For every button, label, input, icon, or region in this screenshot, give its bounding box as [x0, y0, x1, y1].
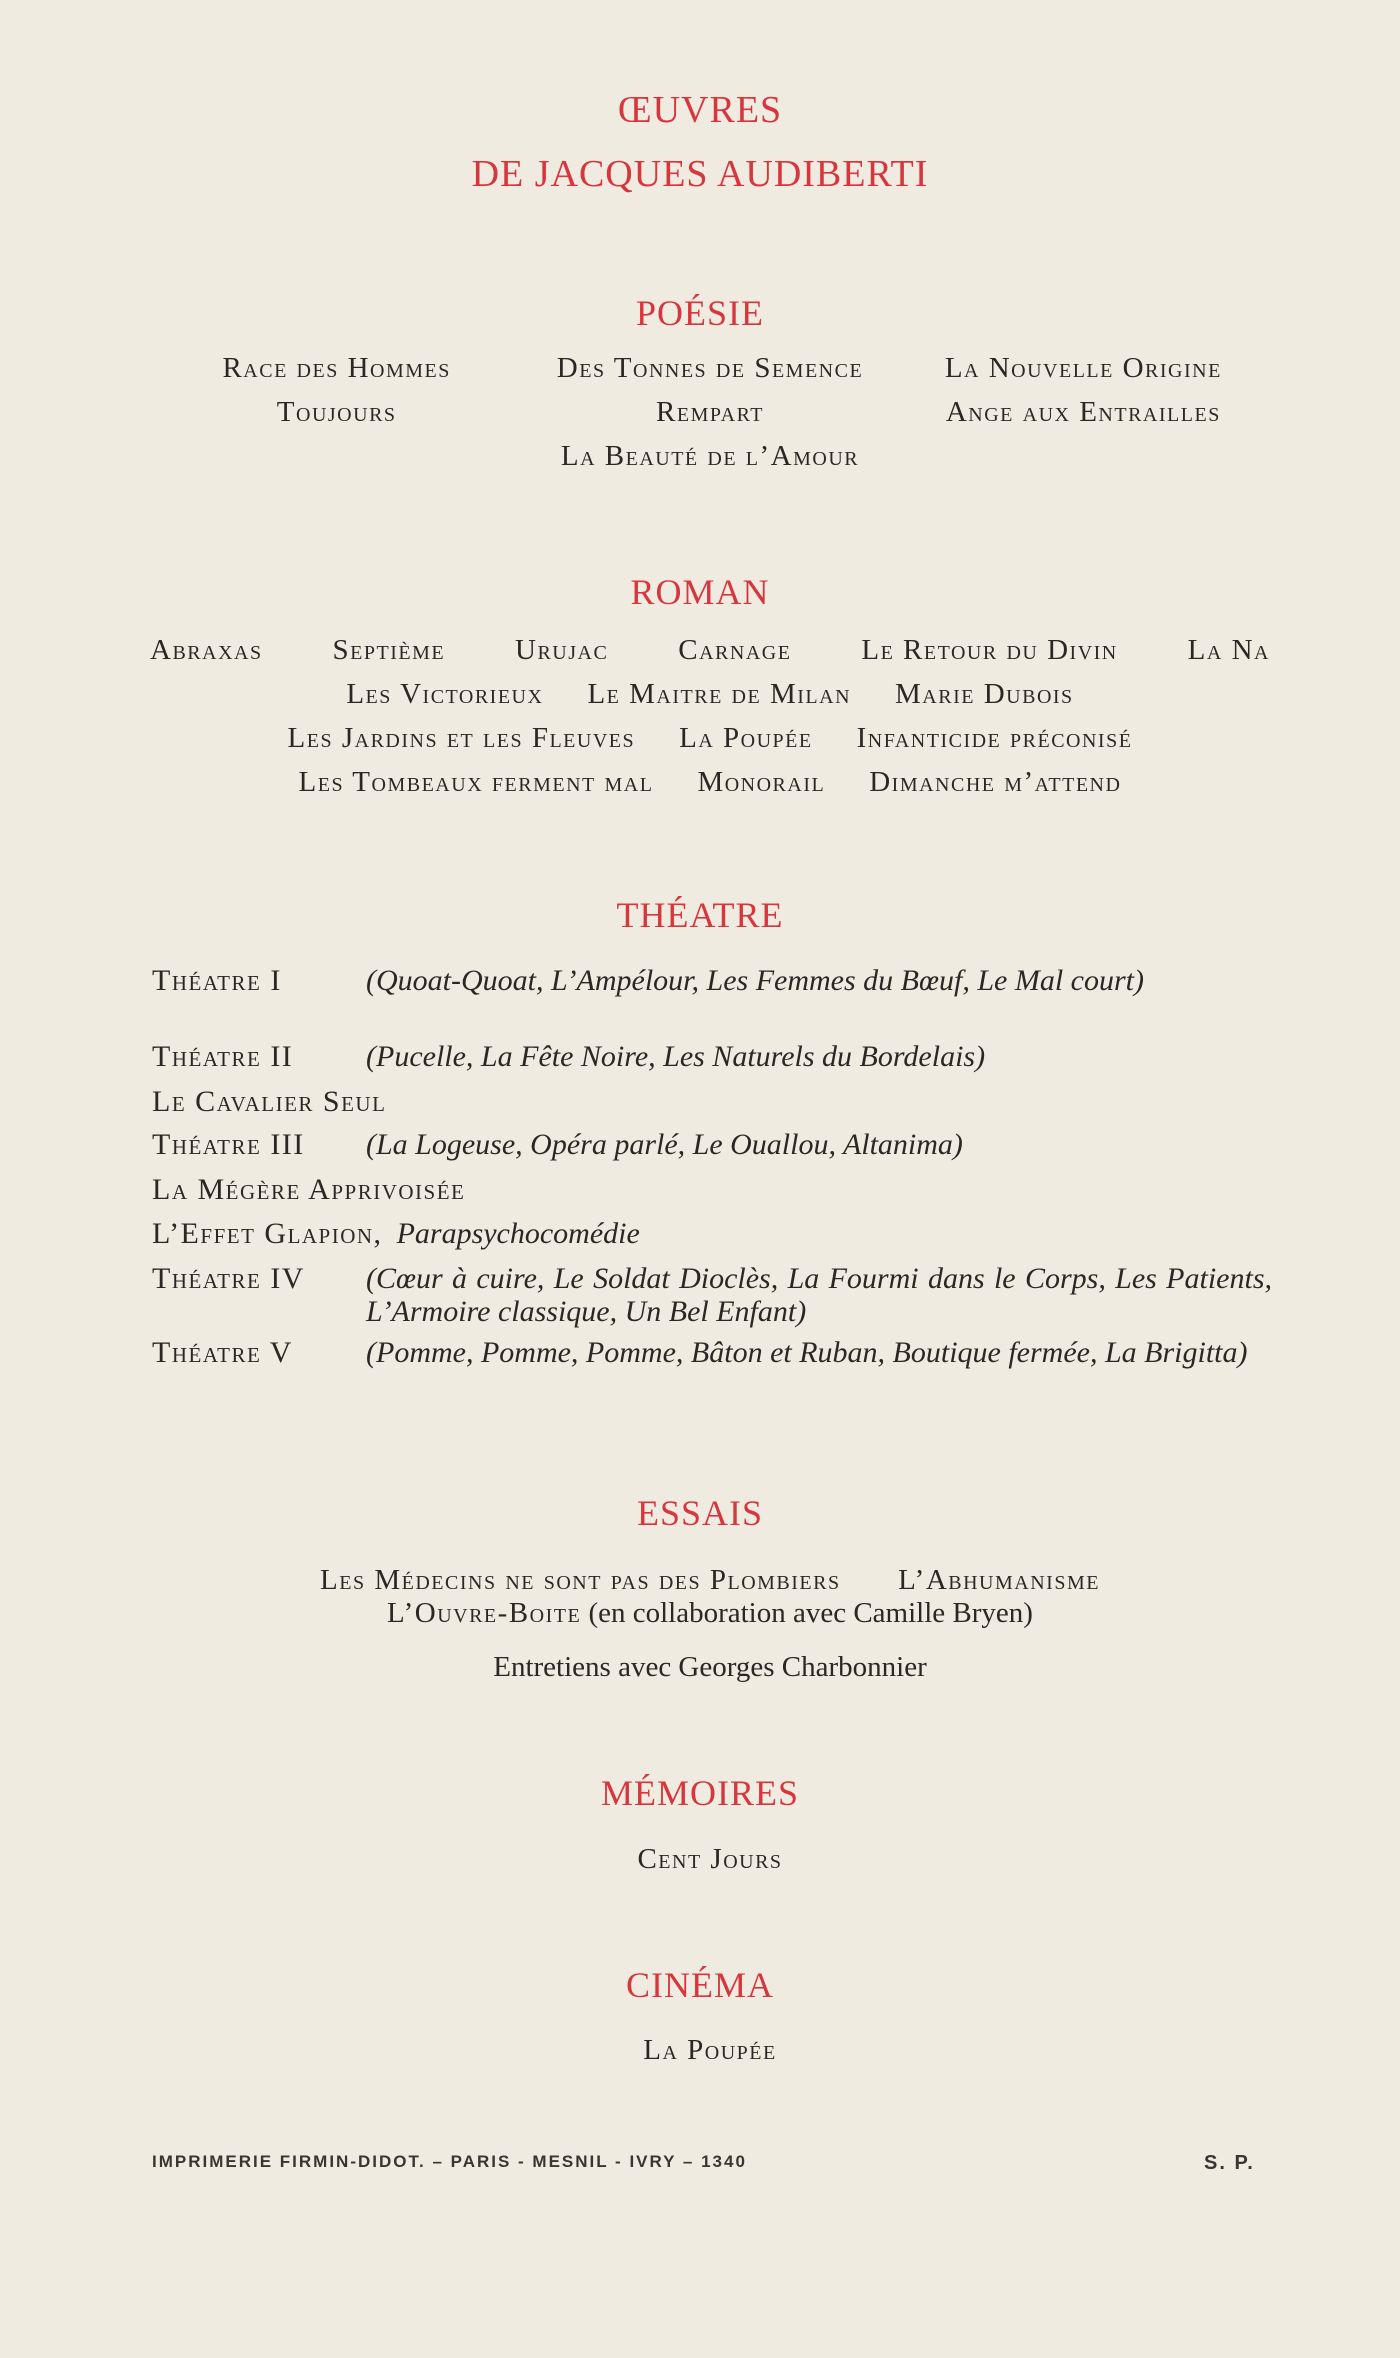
- section-heading-memoires: MÉMOIRES: [600, 1773, 800, 1813]
- essais-line-1: [150, 1564, 1270, 1597]
- list-item: Entretiens avec Georges Charbonnier: [493, 1651, 927, 1683]
- theatre-entry: [152, 1336, 1272, 1370]
- author-title: DE JACQUES AUDIBERTI: [471, 153, 929, 195]
- theatre-entry: [152, 1040, 1272, 1074]
- theatre-works: (Cœur à cuire, Le Soldat Dioclès, La Fourmi dans le Corps, Les Patients, L’Armoire classique, Un Bel Enfant): [366, 1262, 1272, 1328]
- list-item: La Nouvelle Origine: [944, 352, 1222, 384]
- list-item: Toujours: [276, 396, 397, 428]
- theatre-label: Théatre II: [152, 1040, 294, 1073]
- theatre-works: (Quoat-Quoat, L’Ampélour, Les Femmes du Bœuf, Le Mal court): [366, 964, 1144, 997]
- list-item: Infanticide préconisé: [856, 722, 1133, 754]
- works-title: ŒUVRES: [617, 89, 783, 131]
- theatre-entry: [152, 1085, 1272, 1119]
- theatre-entry: [152, 1173, 1272, 1207]
- list-item: Rempart: [656, 396, 764, 428]
- list-item: La Beauté de l’Amour: [560, 440, 860, 472]
- theatre-entry: [152, 1128, 1272, 1162]
- list-item: Septième: [332, 634, 446, 666]
- roman-row-2: [150, 678, 1270, 711]
- theatre-label: Théatre I: [152, 964, 282, 997]
- printer-imprint: IMPRIMERIE FIRMIN-DIDOT. – PARIS - MESNIL - IVRY – 1340: [152, 2152, 747, 2171]
- list-item: Marie Dubois: [895, 678, 1074, 710]
- list-item: La Poupée: [643, 2034, 777, 2066]
- theatre-label: La Mégère Apprivoisée: [152, 1173, 466, 1206]
- list-item: Les Victorieux: [346, 678, 544, 710]
- list-item: Monorail: [697, 766, 826, 798]
- theatre-label: Théatre IV: [152, 1262, 305, 1295]
- list-item: Des Tonnes de Semence: [556, 352, 864, 384]
- theatre-label: Théatre V: [152, 1336, 293, 1369]
- list-item: La Na: [1187, 634, 1270, 666]
- roman-row-4: [150, 766, 1270, 799]
- section-heading-poesie: POÉSIE: [635, 293, 764, 333]
- section-heading-theatre: THÉATRE: [616, 895, 784, 935]
- list-item: Carnage: [678, 634, 792, 666]
- list-item: Ange aux Entrailles: [945, 396, 1221, 428]
- section-heading-roman: ROMAN: [630, 572, 770, 612]
- list-item: Les Jardins et les Fleuves: [287, 722, 636, 754]
- list-item: Race des Hommes: [222, 352, 451, 384]
- roman-row-1: [150, 634, 1270, 667]
- theatre-works: (Pucelle, La Fête Noire, Les Naturels du Bordelais): [366, 1040, 986, 1073]
- list-item: Les Tombeaux ferment mal: [298, 766, 654, 798]
- theatre-label: Théatre III: [152, 1128, 305, 1161]
- theatre-works: (La Logeuse, Opéra parlé, Le Ouallou, Altanima): [366, 1128, 963, 1161]
- list-item: Abraxas: [150, 634, 263, 666]
- list-item: Le Maitre de Milan: [587, 678, 852, 710]
- theatre-entry: [152, 1217, 1272, 1251]
- theatre-entry: [152, 964, 1272, 998]
- roman-row-3: [150, 722, 1270, 755]
- list-item: Le Retour du Divin: [861, 634, 1118, 666]
- list-item: Les Médecins ne sont pas des Plombiers: [320, 1564, 841, 1596]
- list-item: L’Ouvre-Boite: [387, 1597, 582, 1629]
- list-item: Dimanche m’attend: [869, 766, 1122, 798]
- section-heading-essais: ESSAIS: [636, 1493, 764, 1533]
- theatre-entry: [152, 1262, 1272, 1328]
- section-heading-cinema: CINÉMA: [626, 1965, 774, 2005]
- theatre-label: Le Cavalier Seul: [152, 1085, 387, 1118]
- essais-line-2: [150, 1597, 1270, 1630]
- theatre-works: (Pomme, Pomme, Pomme, Bâton et Ruban, Boutique fermée, La Brigitta): [366, 1336, 1248, 1369]
- essais-note: (en collaboration avec Camille Bryen): [588, 1597, 1033, 1629]
- poesie-row-1: [150, 352, 1270, 385]
- footer-code: S. P.: [1204, 2152, 1255, 2174]
- theatre-label: L’Effet Glapion,: [152, 1217, 383, 1250]
- list-item: Cent Jours: [637, 1843, 783, 1875]
- list-item: Urujac: [515, 634, 609, 666]
- theatre-works: Parapsychocomédie: [396, 1217, 640, 1250]
- list-item: L’Abhumanisme: [898, 1564, 1100, 1596]
- poesie-row-2: [150, 396, 1270, 429]
- list-item: La Poupée: [679, 722, 813, 754]
